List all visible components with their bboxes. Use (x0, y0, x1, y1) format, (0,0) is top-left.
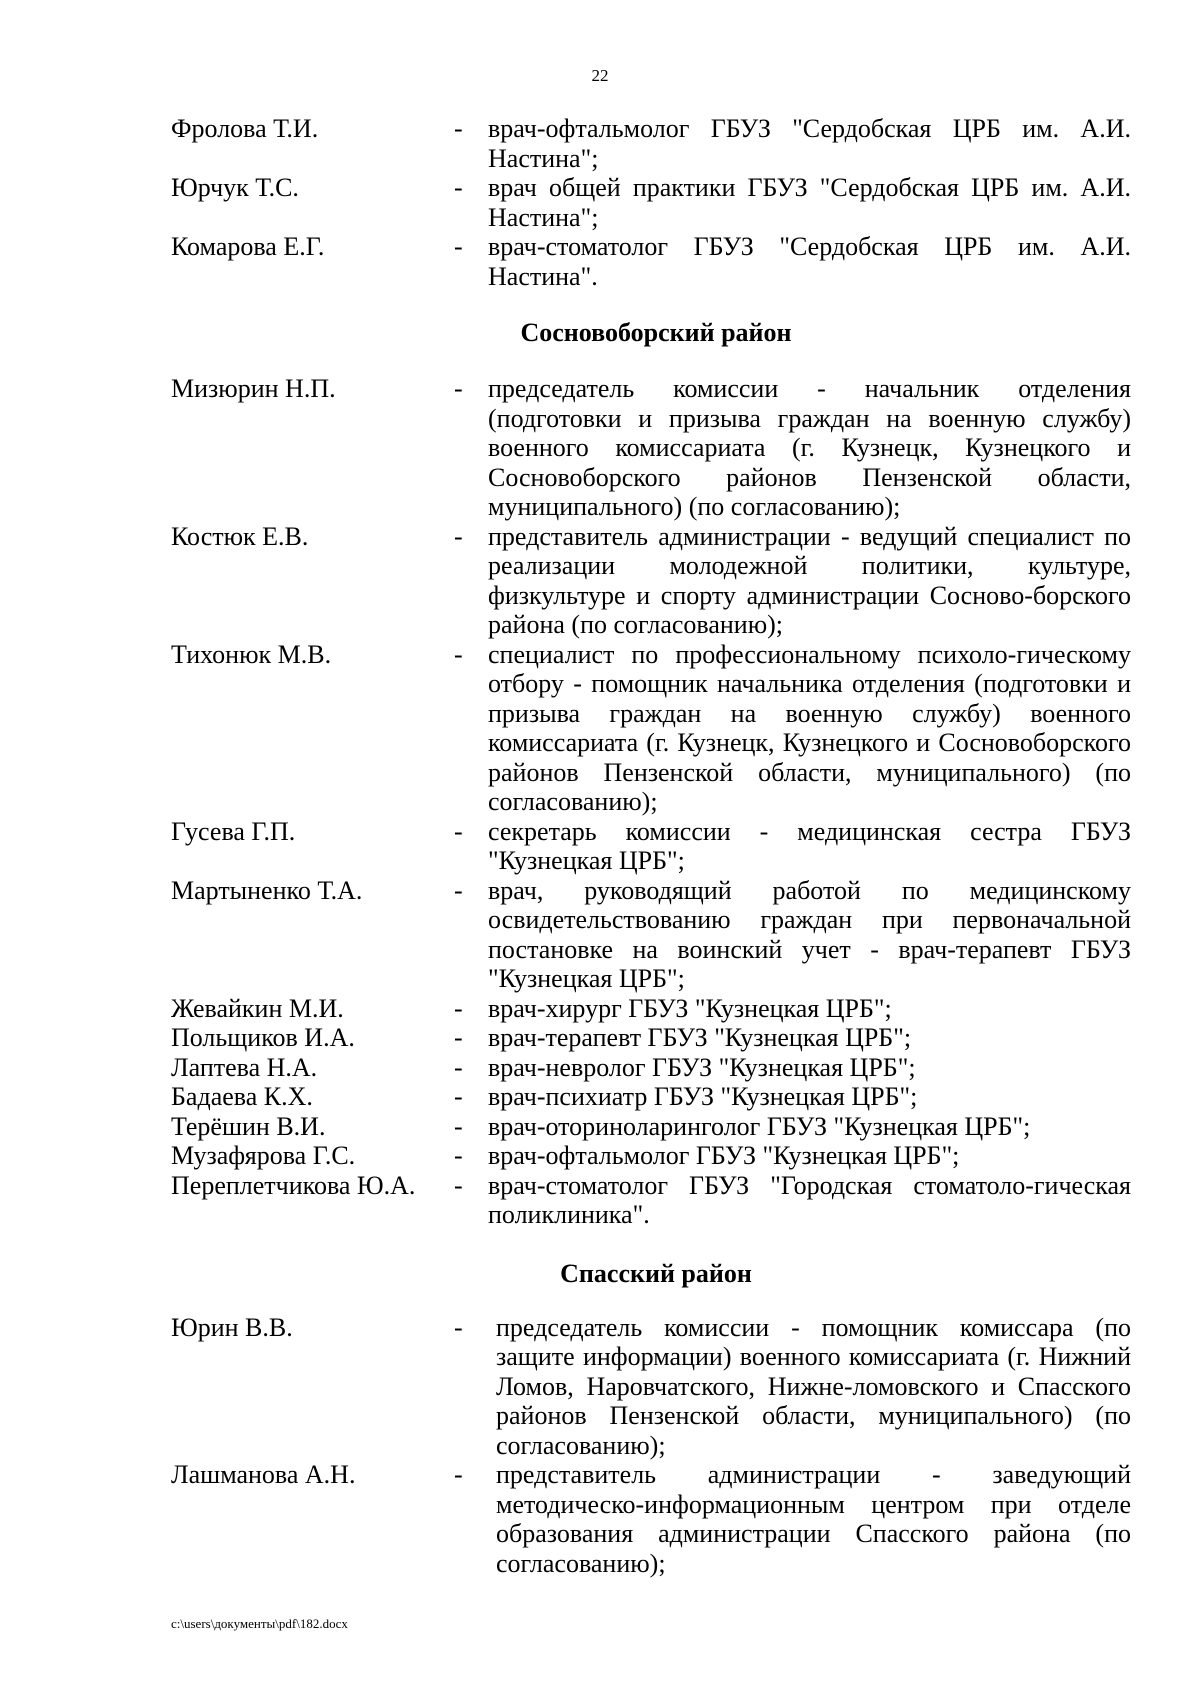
list-item (171, 1171, 1131, 1230)
list-item (171, 994, 1131, 1024)
member-name: Музафярова Г.С. (171, 1141, 356, 1170)
list-item (171, 1053, 1131, 1083)
member-name: Мизюрин Н.П. (171, 374, 336, 403)
separator-dash: - (454, 639, 463, 669)
section-heading-spassky: Спасский район (560, 1258, 752, 1288)
list-item (171, 1460, 1131, 1578)
page-number: 22 (591, 66, 609, 85)
member-role: специалист по профессиональному психоло-гическому отбору - помощник начальника отделения (подготовки и призыва граждан на военную службу) военного комиссариата (г. Кузнецк, Кузнецкого и Сосновоборского районов Пензенской области, муниципального) (по согласованию); (488, 639, 1131, 816)
member-role: представитель администрации - ведущий специалист по реализации молодежной политики, культуре, физкультуре и спорту администрации Сосново-борского района (по согласованию); (488, 521, 1131, 639)
member-role: врач, руководящий работой по медицинскому освидетельствованию граждан при первоначальной постановке на воинский учет - врач-терапевт ГБУЗ "Кузнецкая ЦРБ"; (488, 875, 1131, 993)
member-name: Бадаева К.Х. (171, 1082, 313, 1111)
member-name: Лашманова А.Н. (171, 1460, 356, 1489)
list-item (171, 876, 1131, 994)
separator-dash: - (454, 374, 463, 403)
member-name: Терёшин В.И. (171, 1111, 326, 1141)
list-item (171, 817, 1131, 876)
member-name: Костюк Е.В. (171, 521, 309, 551)
document-body (171, 114, 1131, 1578)
member-name: Мартыненко Т.А. (171, 875, 363, 905)
member-role: врач-оториноларинголог ГБУЗ "Кузнецкая ЦРБ"; (488, 1111, 1031, 1141)
member-name: Комарова Е.Г. (171, 232, 325, 261)
member-name: Юрин В.В. (171, 1312, 293, 1342)
spassky-members-list (171, 1313, 1131, 1579)
member-name: Переплетчикова Ю.А. (171, 1170, 416, 1200)
section-heading-sosnovoborsky: Сосновоборский район (520, 318, 792, 347)
member-role: представитель администрации - заведующий методическо-информационным центром при отделе образования администрации Спасского района (по согласованию); (496, 1460, 1131, 1578)
member-role: врач-терапевт ГБУЗ "Кузнецкая ЦРБ"; (488, 1023, 912, 1052)
separator-dash: - (454, 232, 463, 261)
member-role: врач-офтальмолог ГБУЗ "Кузнецкая ЦРБ"; (488, 1141, 960, 1170)
member-role: врач-стоматолог ГБУЗ "Городская стоматоло-гическая поликлиника". (488, 1170, 1131, 1229)
list-item (171, 232, 1131, 291)
file-path-footer: c:\users\документы\pdf\182.docx (171, 1616, 348, 1631)
member-name: Лаптева Н.А. (171, 1052, 318, 1082)
list-item (171, 1141, 1131, 1171)
separator-dash: - (454, 1170, 463, 1200)
member-role: врач-невролог ГБУЗ "Кузнецкая ЦРБ"; (488, 1052, 916, 1082)
list-item (171, 1082, 1131, 1112)
member-role: врач-хирург ГБУЗ "Кузнецкая ЦРБ"; (488, 993, 892, 1023)
separator-dash: - (454, 1312, 463, 1342)
separator-dash: - (454, 1111, 463, 1141)
member-role: врач общей практики ГБУЗ "Сердобская ЦРБ им. А.И. Настина"; (488, 173, 1131, 232)
member-role: врач-офтальмолог ГБУЗ "Сердобская ЦРБ им. А.И. Настина"; (488, 114, 1131, 173)
separator-dash: - (454, 1460, 463, 1489)
separator-dash: - (454, 1082, 463, 1111)
member-role: врач-стоматолог ГБУЗ "Сердобская ЦРБ им. А.И. Настина". (488, 232, 1131, 291)
separator-dash: - (454, 816, 463, 846)
list-item (171, 173, 1131, 232)
separator-dash: - (454, 114, 463, 143)
member-name: Гусева Г.П. (171, 816, 296, 846)
member-name: Жевайкин М.И. (171, 993, 344, 1023)
sosnovoborsky-members-list (171, 374, 1131, 1230)
separator-dash: - (454, 875, 463, 905)
member-name: Тихонюк М.В. (171, 639, 332, 669)
list-item (171, 522, 1131, 640)
list-item (171, 1313, 1131, 1461)
top-entries-list (171, 114, 1131, 291)
member-role: председатель комиссии - начальник отделения (подготовки и призыва граждан на военную службу) военного комиссариата (г. Кузнецк, Кузнецкого и Сосновоборского районов Пензенской области, муниципального) (по согласованию); (488, 374, 1131, 521)
list-item (171, 1023, 1131, 1053)
member-role: председатель комиссии - помощник комиссара (по защите информации) военного комиссариата (г. Нижний Ломов, Наровчатского, Нижне-ломовского и Спасского районов Пензенской области, муниципального) (по согласованию); (496, 1312, 1131, 1460)
member-role: врач-психиатр ГБУЗ "Кузнецкая ЦРБ"; (488, 1082, 918, 1111)
list-item (171, 1112, 1131, 1142)
list-item (171, 640, 1131, 817)
separator-dash: - (454, 173, 463, 202)
list-item (171, 374, 1131, 522)
member-role: секретарь комиссии - медицинская сестра ГБУЗ "Кузнецкая ЦРБ"; (488, 816, 1131, 875)
separator-dash: - (454, 1141, 463, 1170)
list-item (171, 114, 1131, 173)
member-name: Юрчук Т.С. (171, 173, 299, 202)
separator-dash: - (454, 1023, 463, 1052)
separator-dash: - (454, 993, 463, 1023)
separator-dash: - (454, 521, 463, 551)
member-name: Польщиков И.А. (171, 1023, 355, 1052)
member-name: Фролова Т.И. (171, 114, 319, 143)
separator-dash: - (454, 1052, 463, 1082)
